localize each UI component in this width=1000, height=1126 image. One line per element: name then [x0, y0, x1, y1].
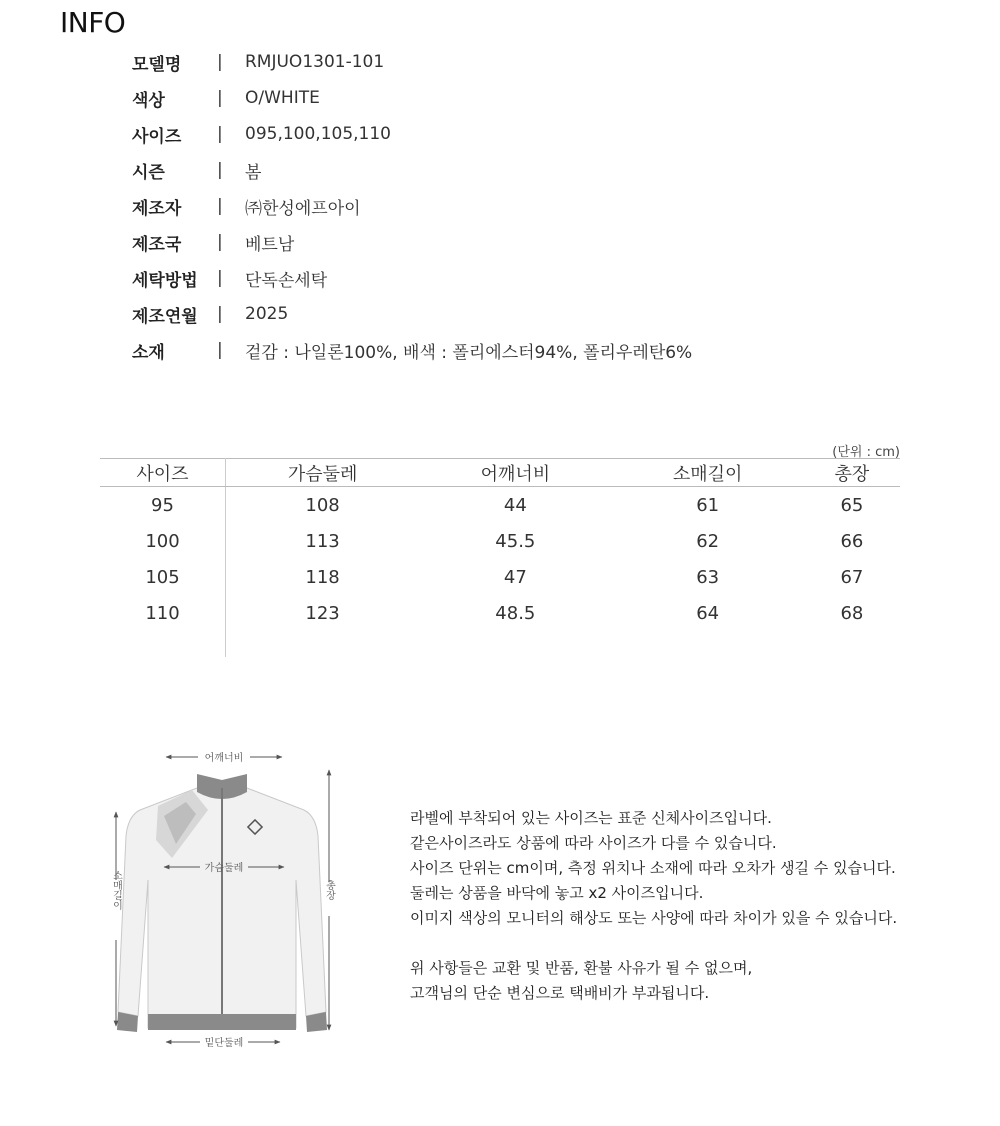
hem-label: 밑단둘레 [204, 1038, 244, 1049]
info-label: 모델명 [132, 54, 182, 75]
cell-shoulder: 45.5 [495, 530, 536, 552]
info-row-country [132, 224, 692, 260]
cell-chest: 108 [305, 494, 340, 516]
size-notes [410, 806, 897, 1006]
table-row [100, 559, 900, 595]
info-value: RMJUO1301-101 [245, 52, 385, 72]
info-value: ㈜한성에프아이 [245, 198, 361, 219]
note-line: 라벨에 부착되어 있는 사이즈는 표준 신체사이즈입니다. [410, 809, 772, 827]
filler-cell [612, 631, 804, 657]
cell-sleeve: 64 [696, 602, 720, 624]
info-title: INFO [60, 6, 126, 39]
note-line: 이미지 색상의 모니터의 해상도 또는 사양에 따라 차이가 있을 수 있습니다. [410, 909, 898, 927]
info-row-date [132, 296, 692, 332]
info-label: 제조연월 [132, 306, 198, 327]
info-separator: | [217, 340, 223, 360]
info-row-model [132, 44, 692, 80]
info-row-color [132, 80, 692, 116]
cell-shoulder: 47 [503, 566, 527, 588]
cell-size: 110 [100, 595, 226, 631]
note-line: 같은사이즈라도 상품에 따라 사이즈가 다를 수 있습니다. [410, 834, 777, 852]
cell-length: 67 [840, 566, 864, 588]
note-gap [410, 931, 897, 956]
info-row-size [132, 116, 692, 152]
info-value: 겉감 : 나일론100%, 배색 : 폴리에스터94%, 폴리우레탄6% [245, 342, 693, 363]
info-row-manufacturer [132, 188, 692, 224]
table-row [100, 595, 900, 631]
cell-length: 68 [840, 602, 864, 624]
info-row-washing [132, 260, 692, 296]
cell-chest: 118 [305, 566, 340, 588]
info-label: 소재 [132, 342, 165, 363]
cell-length: 65 [840, 494, 864, 516]
filler-cell [100, 631, 226, 657]
info-row-material [132, 332, 692, 368]
note-line: 사이즈 단위는 cm이며, 측정 위치나 소재에 따라 오차가 생길 수 있습니다. [410, 859, 896, 877]
cell-sleeve: 62 [696, 530, 720, 552]
header-size: 사이즈 [100, 459, 226, 487]
cell-size: 95 [100, 487, 226, 524]
info-label: 세탁방법 [132, 270, 198, 291]
info-separator: | [217, 268, 223, 288]
info-row-season [132, 152, 692, 188]
info-label: 시즌 [132, 162, 165, 183]
table-row [100, 487, 900, 524]
note-line: 둘레는 상품을 바닥에 놓고 x2 사이즈입니다. [410, 884, 704, 902]
filler-cell [419, 631, 611, 657]
info-value: 095,100,105,110 [245, 124, 392, 144]
size-table-header [100, 459, 900, 487]
cell-sleeve: 63 [696, 566, 720, 588]
filler-cell [804, 631, 900, 657]
info-value: 단독손세탁 [245, 270, 328, 291]
info-label: 제조국 [132, 234, 182, 255]
info-separator: | [217, 196, 223, 216]
cell-chest: 113 [305, 530, 340, 552]
info-value: 2025 [245, 304, 289, 324]
sleeve-label: 소매길이 [110, 870, 122, 910]
size-table [100, 458, 900, 657]
header-shoulder: 어깨너비 [419, 459, 611, 487]
jacket-illustration [117, 774, 327, 1032]
table-filler-row [100, 631, 900, 657]
chest-label: 가슴둘레 [204, 863, 244, 874]
length-label: 총장 [323, 880, 335, 900]
info-table [132, 44, 692, 368]
info-label: 색상 [132, 90, 165, 111]
header-length: 총장 [804, 459, 900, 487]
cell-shoulder: 48.5 [495, 602, 536, 624]
info-value: 봄 [245, 162, 262, 183]
info-separator: | [217, 160, 223, 180]
note-line: 위 사항들은 교환 및 반품, 환불 사유가 될 수 없으며, [410, 959, 753, 977]
info-separator: | [217, 232, 223, 252]
header-sleeve: 소매길이 [612, 459, 804, 487]
info-value: O/WHITE [245, 88, 320, 108]
info-value: 베트남 [245, 234, 295, 255]
jacket-measurement-diagram [100, 740, 360, 1060]
filler-cell [226, 631, 420, 657]
table-row [100, 523, 900, 559]
info-separator: | [217, 88, 223, 108]
shoulder-label: 어깨너비 [204, 753, 244, 764]
cell-shoulder: 44 [503, 494, 527, 516]
cell-chest: 123 [305, 602, 340, 624]
cell-sleeve: 61 [696, 494, 720, 516]
info-separator: | [217, 304, 223, 324]
info-label: 사이즈 [132, 126, 182, 147]
info-separator: | [217, 52, 223, 72]
info-label: 제조자 [132, 198, 182, 219]
header-chest: 가슴둘레 [226, 459, 420, 487]
cell-size: 105 [100, 559, 226, 595]
cell-length: 66 [840, 530, 864, 552]
unit-label: (단위 : cm) [832, 445, 900, 460]
note-line: 고객님의 단순 변심으로 택배비가 부과됩니다. [410, 984, 710, 1002]
info-separator: | [217, 124, 223, 144]
cell-size: 100 [100, 523, 226, 559]
